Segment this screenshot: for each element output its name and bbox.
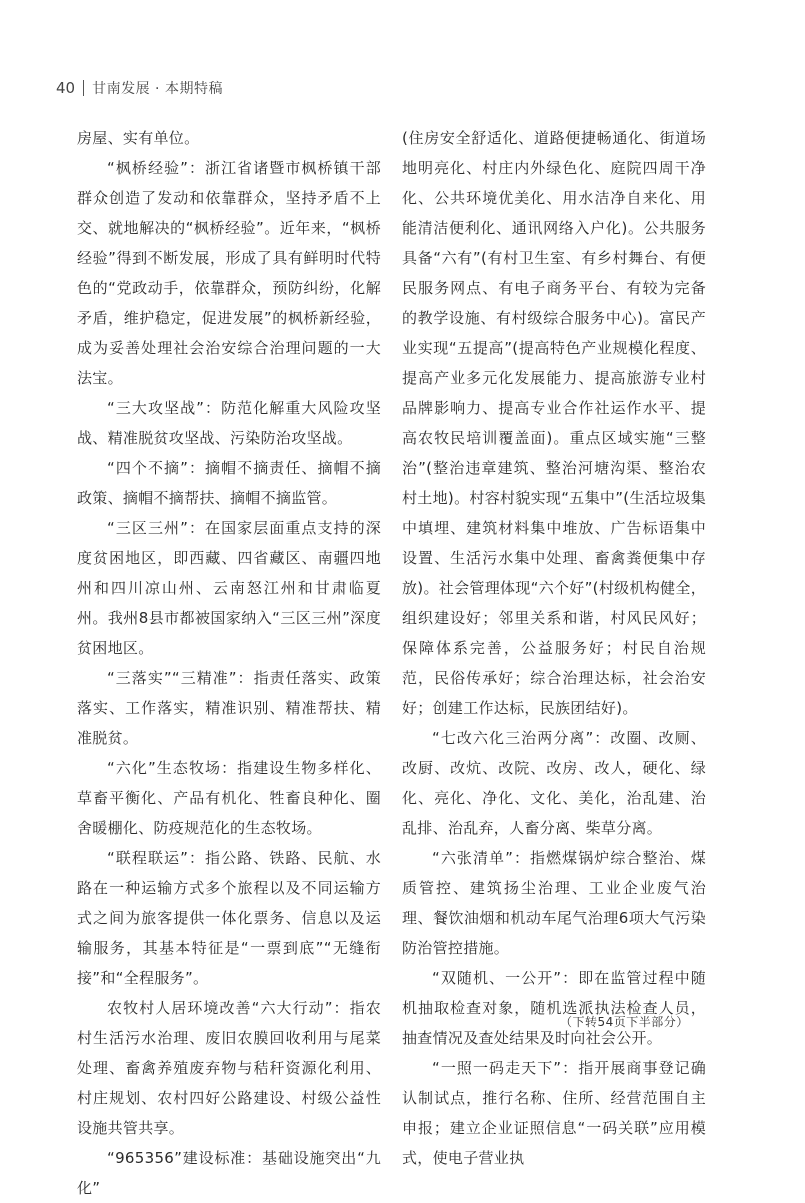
paragraph: “四个不摘”：摘帽不摘责任、摘帽不摘政策、摘帽不摘帮扶、摘帽不摘监管。 — [77, 459, 381, 507]
paragraph: (住房安全舒适化、道路便捷畅通化、街道场地明亮化、村庄内外绿色化、庭院四周干净化、公共环境优美化、用水洁净自来化、用能清洁便利化、通讯网络入户化)。公共服务具备“六有”(有村卫生室、有乡村舞台、有便民服务网点、有电子商务平台、有较为完备的教学设施、有村级综合服务中心)。富民产业实现“五提高”(提高特色产业规模化程度、提高产业多元化发展能力、提高旅游专业村品牌影响力、提高专业合作社运作水平、提高农牧民培训覆盖面)。重点区域实施“三整治”(整治违章建筑、整治河塘沟渠、整治农村土地)。村容村貌实现“五集中”(生活垃圾集中填埋、建筑材料集中堆放、广告标语集中设置、生活污水集中处理、畜禽粪便集中存放)。社会管理体现“六个好”(村级机构健全，组织建设好；邻里关系和谐，村风民风好；保障体系完善，公益服务好；村民自治规范，民俗传承好；综合治理达标，社会治安好；创建工作达标，民族团结好)。 — [402, 129, 706, 717]
paragraph: “三区三州”：在国家层面重点支持的深度贫困地区，即西藏、四省藏区、南疆四地州和四川凉山州、云南怒江州和甘肃临夏州。我州8县市都被国家纳入“三区三州”深度贫困地区。 — [77, 519, 381, 657]
page-header — [56, 77, 223, 99]
page-number: 40 — [56, 79, 76, 97]
paragraph: “双随机、一公开”：即在监管过程中随机抽取检查对象，随机选派执法检查人员，抽查情况及查处结果及时向社会公开。 — [402, 969, 706, 1047]
paragraph: “六化”生态牧场：指建设生物多样化、草畜平衡化、产品有机化、牲畜良种化、圈舍暖棚化、防疫规范化的生态牧场。 — [77, 759, 381, 837]
paragraph: “枫桥经验”：浙江省诸暨市枫桥镇干部群众创造了发动和依靠群众，坚持矛盾不上交、就地解决的“枫桥经验”。近年来，“枫桥经验”得到不断发展，形成了具有鲜明时代特色的“党政动手，依靠群众，预防纠纷，化解矛盾，维护稳定，促进发展”的枫桥新经验，成为妥善处理社会治安综合治理问题的一大法宝。 — [77, 159, 381, 387]
section-title: 甘南发展 · 本期特稿 — [92, 81, 223, 97]
continuation-note: （下转54页下半部分） — [560, 1015, 689, 1029]
paragraph: 农牧村人居环境改善“六大行动”：指农村生活污水治理、废旧农膜回收利用与尾菜处理、畜禽养殖废弃物与秸秆资源化利用、村庄规划、农村四好公路建设、村级公益性设施共管共享。 — [77, 999, 381, 1137]
paragraph: “七改六化三治两分离”：改圈、改厕、改厨、改炕、改院、改房、改人，硬化、绿化、亮化、净化、文化、美化，治乱建、治乱排、治乱弃，人畜分离、柴草分离。 — [402, 729, 706, 837]
paragraph: “联程联运”：指公路、铁路、民航、水路在一种运输方式多个旅程以及不同运输方式之间为旅客提供一体化票务、信息以及运输服务，其基本特征是“一票到底”“无缝衔接”和“全程服务”。 — [77, 849, 381, 987]
paragraph: “六张清单”：指燃煤锅炉综合整治、煤质管控、建筑扬尘治理、工业企业废气治理、餐饮油烟和机动车尾气治理6项大气污染防治管控措施。 — [402, 849, 706, 957]
paragraph: 房屋、实有单位。 — [77, 129, 200, 147]
left-column — [77, 123, 381, 1203]
paragraph: “三大攻坚战”：防范化解重大风险攻坚战、精准脱贫攻坚战、污染防治攻坚战。 — [77, 399, 381, 447]
paragraph: “一照一码走天下”：指开展商事登记确认制试点，推行名称、住所、经营范围自主申报；建立企业证照信息“一码关联”应用模式，使电子营业执 — [402, 1059, 706, 1167]
paragraph: “965356”建设标准：基础设施突出“九化” — [77, 1149, 381, 1197]
header-divider — [83, 80, 84, 96]
paragraph: “三落实”“三精准”：指责任落实、政策落实、工作落实，精准识别、精准帮扶、精准脱贫。 — [77, 669, 381, 747]
